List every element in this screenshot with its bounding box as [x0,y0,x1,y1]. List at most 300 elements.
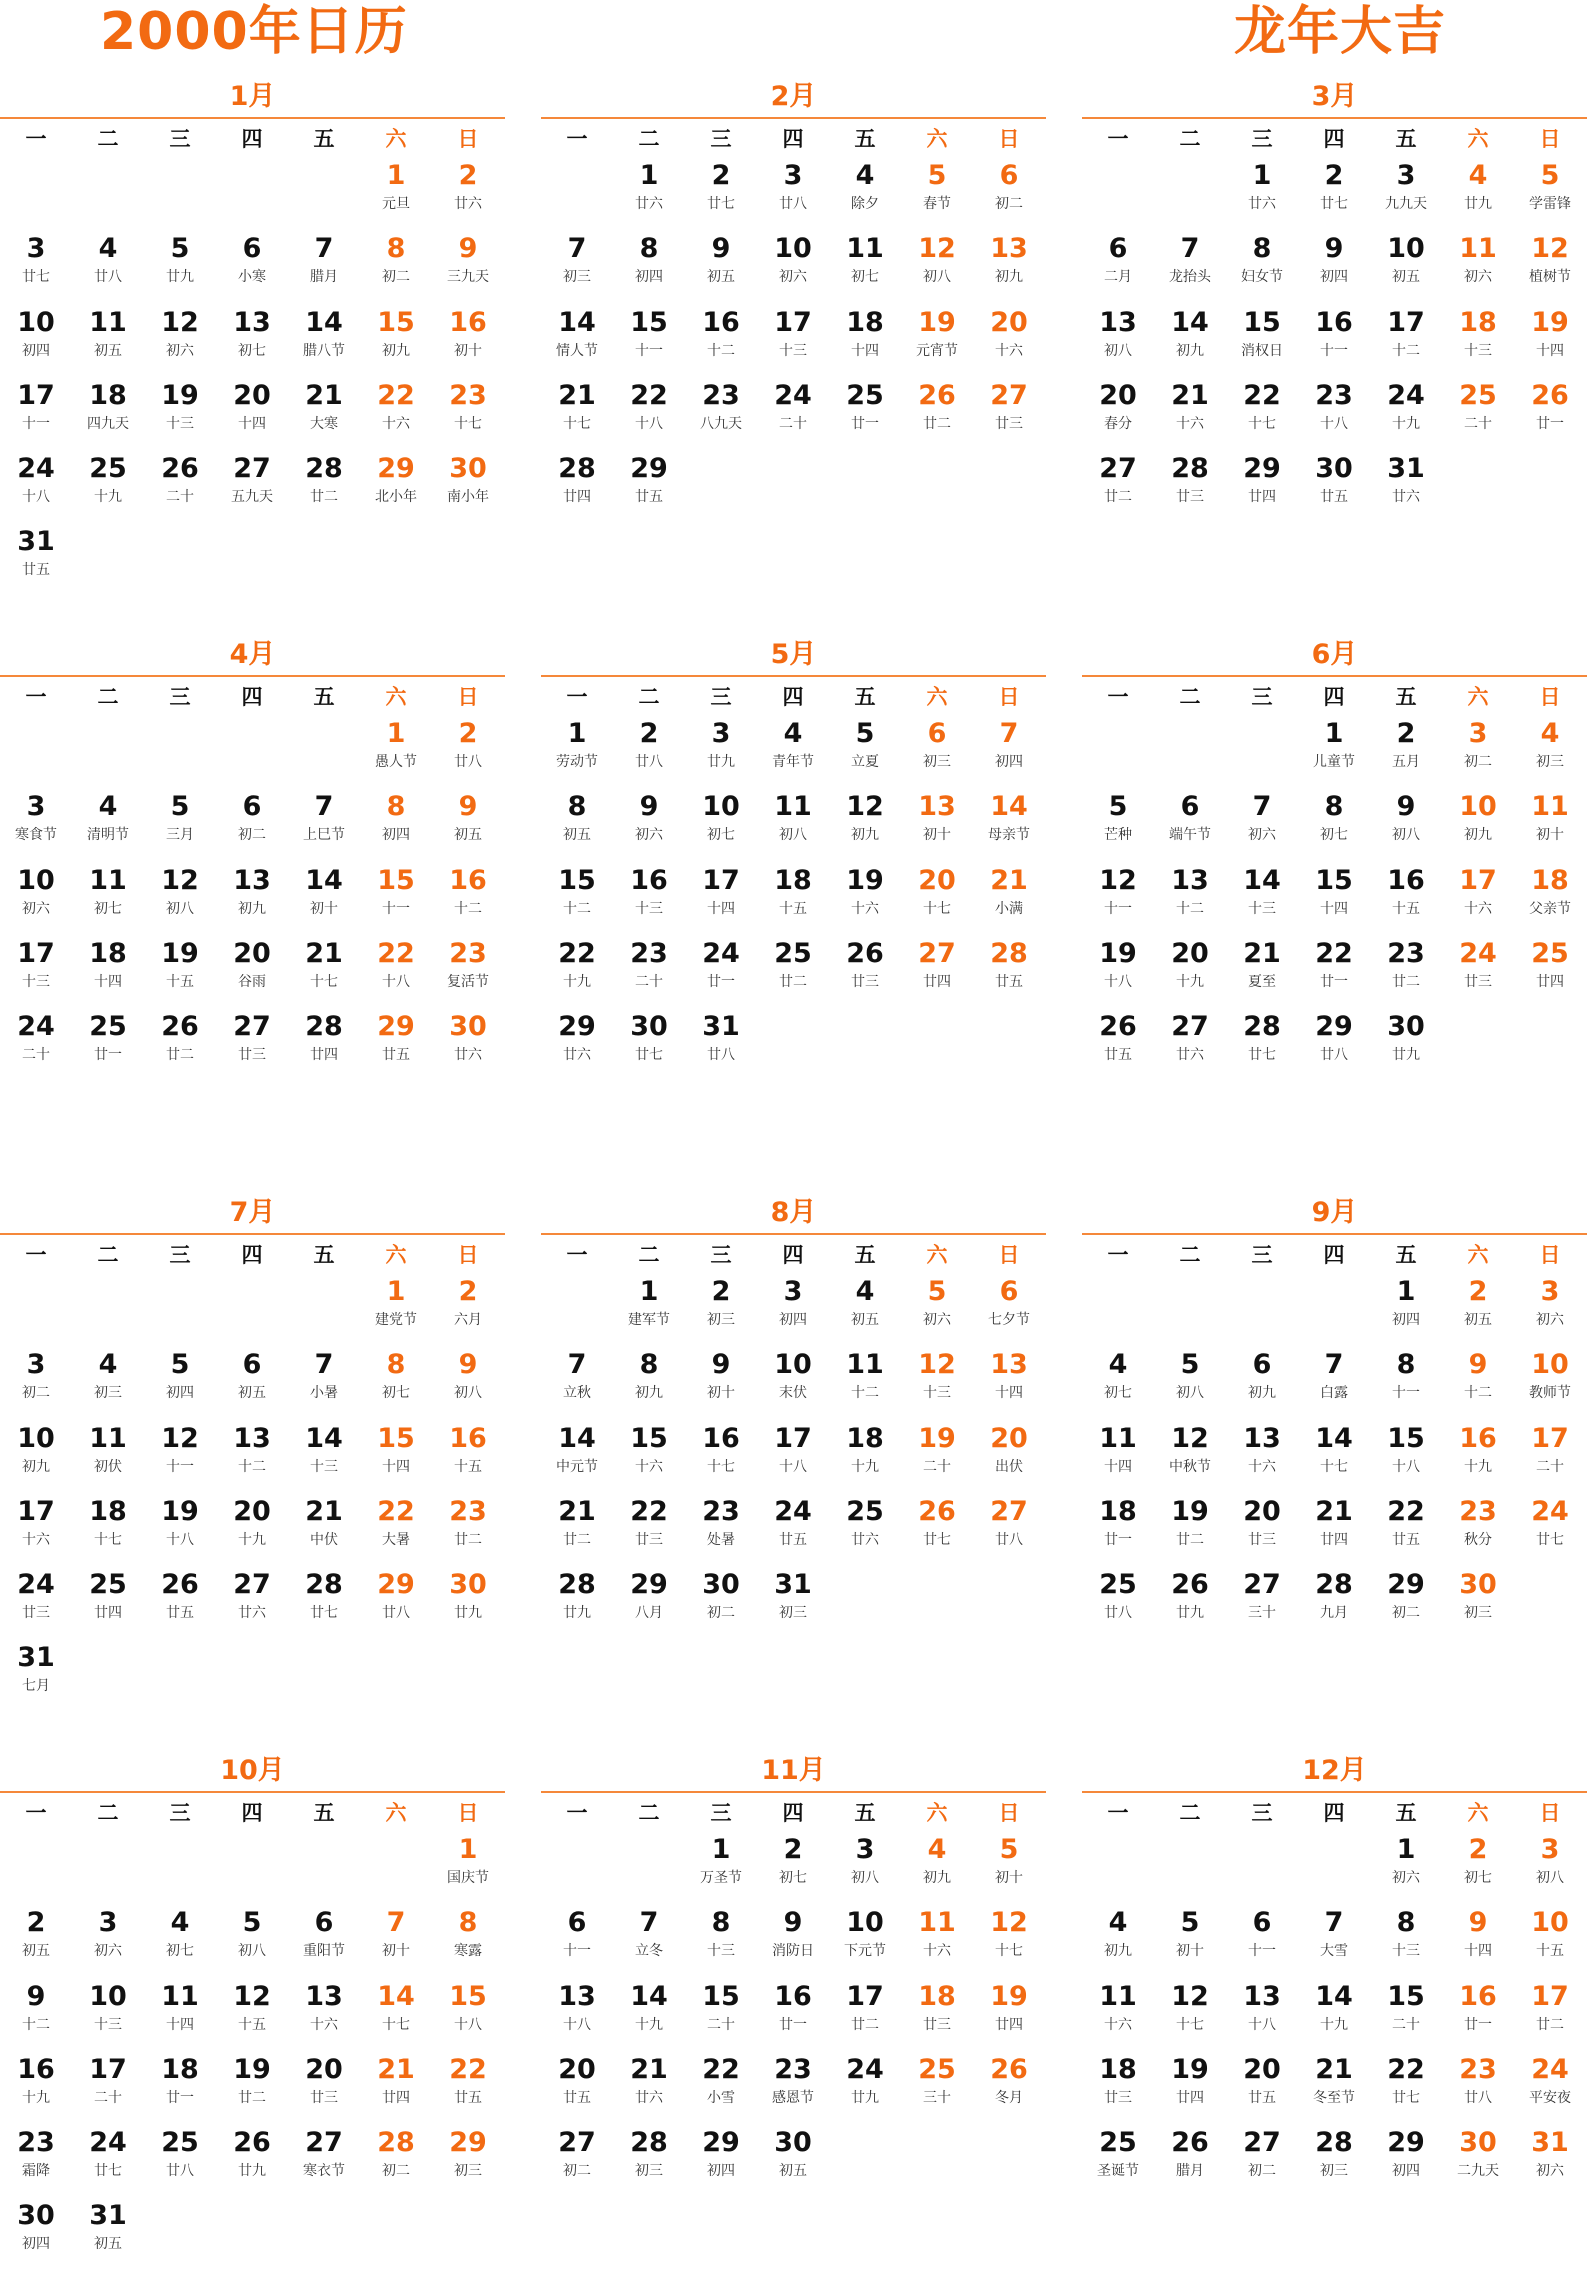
day-cell[interactable] [829,935,901,1008]
day-cell[interactable] [72,2197,144,2270]
day-cell[interactable] [1154,788,1226,861]
day-cell[interactable] [973,304,1045,377]
day-cell[interactable] [1442,1978,1514,2051]
day-cell[interactable] [901,230,973,303]
day-cell[interactable] [757,377,829,450]
day-cell[interactable] [432,862,504,935]
day-cell[interactable] [216,1904,288,1977]
day-cell[interactable] [1514,862,1586,935]
day-cell[interactable] [432,1831,504,1904]
day-cell[interactable] [216,1978,288,2051]
day-cell[interactable] [1298,450,1370,523]
day-cell[interactable] [144,862,216,935]
day-cell[interactable] [1082,2051,1154,2124]
day-cell[interactable] [1298,788,1370,861]
day-cell[interactable] [1154,862,1226,935]
day-cell[interactable] [1442,1831,1514,1904]
day-cell[interactable] [1514,304,1586,377]
day-cell[interactable] [1082,1346,1154,1419]
day-cell[interactable] [1514,1493,1586,1566]
day-cell[interactable] [901,377,973,450]
day-cell[interactable] [613,304,685,377]
day-cell[interactable] [541,715,613,788]
day-cell[interactable] [432,1420,504,1493]
day-cell[interactable] [901,715,973,788]
day-cell[interactable] [1298,1008,1370,1081]
day-cell[interactable] [1082,1904,1154,1977]
day-cell[interactable] [613,2124,685,2197]
day-cell[interactable] [901,935,973,1008]
day-cell[interactable] [1154,1346,1226,1419]
day-cell[interactable] [1226,1420,1298,1493]
day-cell[interactable] [973,157,1045,230]
day-cell[interactable] [1154,935,1226,1008]
day-cell[interactable] [685,1346,757,1419]
day-cell[interactable] [1154,2051,1226,2124]
day-cell[interactable] [685,862,757,935]
day-cell[interactable] [0,2051,72,2124]
day-cell[interactable] [1082,304,1154,377]
day-cell[interactable] [901,862,973,935]
day-cell[interactable] [216,788,288,861]
day-cell[interactable] [757,1493,829,1566]
day-cell[interactable] [288,1420,360,1493]
day-cell[interactable] [288,1904,360,1977]
day-cell[interactable] [144,1493,216,1566]
day-cell[interactable] [1298,157,1370,230]
day-cell[interactable] [829,1346,901,1419]
day-cell[interactable] [432,1904,504,1977]
day-cell[interactable] [1442,788,1514,861]
day-cell[interactable] [144,304,216,377]
day-cell[interactable] [144,1420,216,1493]
day-cell[interactable] [1082,1566,1154,1639]
day-cell[interactable] [1298,1346,1370,1419]
day-cell[interactable] [0,377,72,450]
day-cell[interactable] [288,2051,360,2124]
day-cell[interactable] [901,304,973,377]
day-cell[interactable] [973,1978,1045,2051]
day-cell[interactable] [757,230,829,303]
day-cell[interactable] [1298,2124,1370,2197]
day-cell[interactable] [757,862,829,935]
day-cell[interactable] [432,377,504,450]
day-cell[interactable] [288,1566,360,1639]
day-cell[interactable] [1370,1008,1442,1081]
day-cell[interactable] [613,715,685,788]
day-cell[interactable] [216,1008,288,1081]
day-cell[interactable] [1082,377,1154,450]
day-cell[interactable] [1442,157,1514,230]
day-cell[interactable] [72,935,144,1008]
day-cell[interactable] [757,1831,829,1904]
day-cell[interactable] [1442,2124,1514,2197]
day-cell[interactable] [1370,157,1442,230]
day-cell[interactable] [288,1493,360,1566]
day-cell[interactable] [288,377,360,450]
day-cell[interactable] [1514,788,1586,861]
day-cell[interactable] [72,230,144,303]
day-cell[interactable] [1226,377,1298,450]
day-cell[interactable] [685,1273,757,1346]
day-cell[interactable] [901,1420,973,1493]
day-cell[interactable] [613,230,685,303]
day-cell[interactable] [216,230,288,303]
day-cell[interactable] [288,862,360,935]
day-cell[interactable] [829,377,901,450]
day-cell[interactable] [1226,230,1298,303]
day-cell[interactable] [1514,2124,1586,2197]
day-cell[interactable] [144,1566,216,1639]
day-cell[interactable] [829,862,901,935]
day-cell[interactable] [1298,1978,1370,2051]
day-cell[interactable] [757,1904,829,1977]
day-cell[interactable] [541,935,613,1008]
day-cell[interactable] [144,1904,216,1977]
day-cell[interactable] [973,1346,1045,1419]
day-cell[interactable] [72,862,144,935]
day-cell[interactable] [216,862,288,935]
day-cell[interactable] [1082,788,1154,861]
day-cell[interactable] [1082,862,1154,935]
day-cell[interactable] [432,450,504,523]
day-cell[interactable] [288,450,360,523]
day-cell[interactable] [216,1346,288,1419]
day-cell[interactable] [685,1978,757,2051]
day-cell[interactable] [541,1904,613,1977]
day-cell[interactable] [216,2124,288,2197]
day-cell[interactable] [829,1273,901,1346]
day-cell[interactable] [829,1904,901,1977]
day-cell[interactable] [72,1493,144,1566]
day-cell[interactable] [360,1493,432,1566]
day-cell[interactable] [685,935,757,1008]
day-cell[interactable] [360,1566,432,1639]
day-cell[interactable] [1154,304,1226,377]
day-cell[interactable] [144,450,216,523]
day-cell[interactable] [1154,1904,1226,1977]
day-cell[interactable] [72,2124,144,2197]
day-cell[interactable] [901,157,973,230]
day-cell[interactable] [1442,1273,1514,1346]
day-cell[interactable] [541,1566,613,1639]
day-cell[interactable] [360,2051,432,2124]
day-cell[interactable] [685,230,757,303]
day-cell[interactable] [0,1566,72,1639]
day-cell[interactable] [1514,1831,1586,1904]
day-cell[interactable] [973,1420,1045,1493]
day-cell[interactable] [1514,157,1586,230]
day-cell[interactable] [360,1904,432,1977]
day-cell[interactable] [216,1420,288,1493]
day-cell[interactable] [432,715,504,788]
day-cell[interactable] [1154,1420,1226,1493]
day-cell[interactable] [144,230,216,303]
day-cell[interactable] [72,1978,144,2051]
day-cell[interactable] [1442,1420,1514,1493]
day-cell[interactable] [288,304,360,377]
day-cell[interactable] [72,304,144,377]
day-cell[interactable] [901,1978,973,2051]
day-cell[interactable] [144,2124,216,2197]
day-cell[interactable] [1514,230,1586,303]
day-cell[interactable] [685,1904,757,1977]
day-cell[interactable] [829,715,901,788]
day-cell[interactable] [0,862,72,935]
day-cell[interactable] [613,935,685,1008]
day-cell[interactable] [360,1978,432,2051]
day-cell[interactable] [1514,1346,1586,1419]
day-cell[interactable] [1370,1420,1442,1493]
day-cell[interactable] [0,1978,72,2051]
day-cell[interactable] [1370,230,1442,303]
day-cell[interactable] [613,1904,685,1977]
day-cell[interactable] [1226,1493,1298,1566]
day-cell[interactable] [541,377,613,450]
day-cell[interactable] [1226,1978,1298,2051]
day-cell[interactable] [541,788,613,861]
day-cell[interactable] [973,1493,1045,1566]
day-cell[interactable] [541,1008,613,1081]
day-cell[interactable] [1082,1493,1154,1566]
day-cell[interactable] [1370,862,1442,935]
day-cell[interactable] [829,230,901,303]
day-cell[interactable] [432,304,504,377]
day-cell[interactable] [72,1346,144,1419]
day-cell[interactable] [1082,230,1154,303]
day-cell[interactable] [1514,2051,1586,2124]
day-cell[interactable] [360,935,432,1008]
day-cell[interactable] [1370,1904,1442,1977]
day-cell[interactable] [0,304,72,377]
day-cell[interactable] [613,1008,685,1081]
day-cell[interactable] [1370,1566,1442,1639]
day-cell[interactable] [757,1273,829,1346]
day-cell[interactable] [360,157,432,230]
day-cell[interactable] [1226,788,1298,861]
day-cell[interactable] [613,862,685,935]
day-cell[interactable] [757,1346,829,1419]
day-cell[interactable] [1082,2124,1154,2197]
day-cell[interactable] [757,1420,829,1493]
day-cell[interactable] [901,1273,973,1346]
day-cell[interactable] [829,1831,901,1904]
day-cell[interactable] [685,715,757,788]
day-cell[interactable] [829,157,901,230]
day-cell[interactable] [685,157,757,230]
day-cell[interactable] [432,2051,504,2124]
day-cell[interactable] [144,2051,216,2124]
day-cell[interactable] [216,1493,288,1566]
day-cell[interactable] [72,1904,144,1977]
day-cell[interactable] [1514,377,1586,450]
day-cell[interactable] [288,230,360,303]
day-cell[interactable] [144,1008,216,1081]
day-cell[interactable] [1442,1346,1514,1419]
day-cell[interactable] [1442,230,1514,303]
day-cell[interactable] [216,935,288,1008]
day-cell[interactable] [1226,1008,1298,1081]
day-cell[interactable] [1226,2124,1298,2197]
day-cell[interactable] [0,1639,72,1712]
day-cell[interactable] [216,304,288,377]
day-cell[interactable] [0,2197,72,2270]
day-cell[interactable] [1442,862,1514,935]
day-cell[interactable] [973,1831,1045,1904]
day-cell[interactable] [541,1346,613,1419]
day-cell[interactable] [685,788,757,861]
day-cell[interactable] [1442,935,1514,1008]
day-cell[interactable] [288,2124,360,2197]
day-cell[interactable] [360,304,432,377]
day-cell[interactable] [72,2051,144,2124]
day-cell[interactable] [1370,304,1442,377]
day-cell[interactable] [613,2051,685,2124]
day-cell[interactable] [757,1566,829,1639]
day-cell[interactable] [1154,450,1226,523]
day-cell[interactable] [541,1493,613,1566]
day-cell[interactable] [685,1831,757,1904]
day-cell[interactable] [685,1493,757,1566]
day-cell[interactable] [1082,450,1154,523]
day-cell[interactable] [1226,1904,1298,1977]
day-cell[interactable] [1226,862,1298,935]
day-cell[interactable] [0,788,72,861]
day-cell[interactable] [216,450,288,523]
day-cell[interactable] [1514,1904,1586,1977]
day-cell[interactable] [1370,788,1442,861]
day-cell[interactable] [360,715,432,788]
day-cell[interactable] [757,1978,829,2051]
day-cell[interactable] [1370,450,1442,523]
day-cell[interactable] [144,1978,216,2051]
day-cell[interactable] [432,1493,504,1566]
day-cell[interactable] [1154,2124,1226,2197]
day-cell[interactable] [216,1566,288,1639]
day-cell[interactable] [541,304,613,377]
day-cell[interactable] [613,377,685,450]
day-cell[interactable] [72,377,144,450]
day-cell[interactable] [541,450,613,523]
day-cell[interactable] [1298,862,1370,935]
day-cell[interactable] [685,2051,757,2124]
day-cell[interactable] [144,935,216,1008]
day-cell[interactable] [757,788,829,861]
day-cell[interactable] [432,230,504,303]
day-cell[interactable] [1370,377,1442,450]
day-cell[interactable] [1082,1978,1154,2051]
day-cell[interactable] [144,377,216,450]
day-cell[interactable] [360,1346,432,1419]
day-cell[interactable] [1154,1566,1226,1639]
day-cell[interactable] [757,304,829,377]
day-cell[interactable] [1226,450,1298,523]
day-cell[interactable] [1442,1566,1514,1639]
day-cell[interactable] [1370,1831,1442,1904]
day-cell[interactable] [1370,1493,1442,1566]
day-cell[interactable] [829,304,901,377]
day-cell[interactable] [216,2051,288,2124]
day-cell[interactable] [829,788,901,861]
day-cell[interactable] [1298,715,1370,788]
day-cell[interactable] [685,1566,757,1639]
day-cell[interactable] [1226,935,1298,1008]
day-cell[interactable] [0,230,72,303]
day-cell[interactable] [1226,304,1298,377]
day-cell[interactable] [1298,230,1370,303]
day-cell[interactable] [0,1420,72,1493]
day-cell[interactable] [288,788,360,861]
day-cell[interactable] [360,450,432,523]
day-cell[interactable] [685,1420,757,1493]
day-cell[interactable] [0,1346,72,1419]
day-cell[interactable] [829,1420,901,1493]
day-cell[interactable] [1514,1273,1586,1346]
day-cell[interactable] [72,788,144,861]
day-cell[interactable] [685,2124,757,2197]
day-cell[interactable] [613,1566,685,1639]
day-cell[interactable] [1226,1346,1298,1419]
day-cell[interactable] [1298,1493,1370,1566]
day-cell[interactable] [973,2051,1045,2124]
day-cell[interactable] [360,1008,432,1081]
day-cell[interactable] [1082,935,1154,1008]
day-cell[interactable] [541,230,613,303]
day-cell[interactable] [288,935,360,1008]
day-cell[interactable] [0,1904,72,1977]
day-cell[interactable] [973,1904,1045,1977]
day-cell[interactable] [432,1273,504,1346]
day-cell[interactable] [541,2124,613,2197]
day-cell[interactable] [1154,1493,1226,1566]
day-cell[interactable] [757,715,829,788]
day-cell[interactable] [973,862,1045,935]
day-cell[interactable] [1082,1008,1154,1081]
day-cell[interactable] [1442,1904,1514,1977]
day-cell[interactable] [901,2051,973,2124]
day-cell[interactable] [973,1273,1045,1346]
day-cell[interactable] [973,377,1045,450]
day-cell[interactable] [1298,1420,1370,1493]
day-cell[interactable] [288,1346,360,1419]
day-cell[interactable] [360,1420,432,1493]
day-cell[interactable] [1514,1978,1586,2051]
day-cell[interactable] [973,715,1045,788]
day-cell[interactable] [685,377,757,450]
day-cell[interactable] [613,1493,685,1566]
day-cell[interactable] [1442,377,1514,450]
day-cell[interactable] [1370,2124,1442,2197]
day-cell[interactable] [432,935,504,1008]
day-cell[interactable] [1298,935,1370,1008]
day-cell[interactable] [1370,715,1442,788]
day-cell[interactable] [288,1978,360,2051]
day-cell[interactable] [216,377,288,450]
day-cell[interactable] [72,1008,144,1081]
day-cell[interactable] [613,1273,685,1346]
day-cell[interactable] [360,377,432,450]
day-cell[interactable] [0,523,72,596]
day-cell[interactable] [1226,1566,1298,1639]
day-cell[interactable] [541,1978,613,2051]
day-cell[interactable] [1442,304,1514,377]
day-cell[interactable] [432,1978,504,2051]
day-cell[interactable] [1226,2051,1298,2124]
day-cell[interactable] [1370,1273,1442,1346]
day-cell[interactable] [0,450,72,523]
day-cell[interactable] [1442,2051,1514,2124]
day-cell[interactable] [432,1346,504,1419]
